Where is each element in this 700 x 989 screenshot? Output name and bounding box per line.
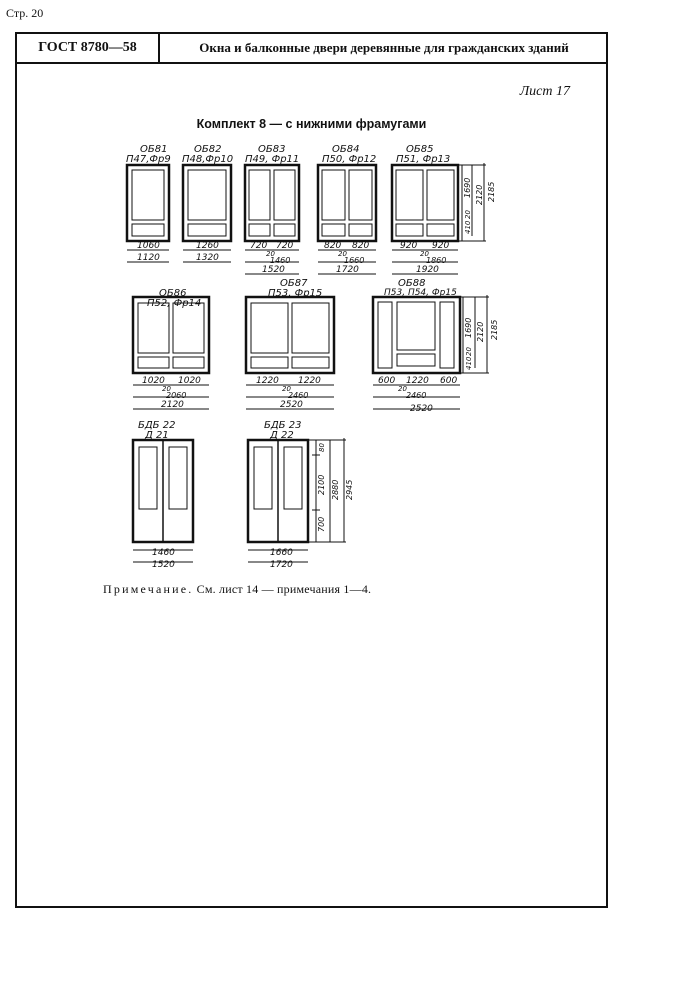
- note-text: См. лист 14 — примечания 1—4.: [196, 582, 372, 596]
- window-ob86: [133, 288, 209, 410]
- window-ob85: [392, 144, 496, 275]
- dim-total: 1720: [336, 265, 359, 275]
- dim-height: 410: [465, 356, 473, 370]
- item-mark: БДБ 22: [138, 420, 176, 431]
- transom: [138, 357, 169, 368]
- page-number: Стр. 20: [6, 6, 44, 20]
- dim-total: 2520: [410, 404, 433, 414]
- dim-inner: 820: [352, 241, 370, 251]
- door-bdb22: [133, 420, 193, 570]
- dim-height: 2100: [317, 474, 326, 495]
- sheet-number: Лист 17: [519, 84, 570, 99]
- dim-total: 1320: [196, 253, 219, 263]
- dim-height: 700: [317, 516, 326, 532]
- item-mark: ОБ83: [258, 144, 286, 155]
- window-frame: [245, 165, 299, 241]
- door-glass: [139, 447, 157, 509]
- dim-total: 1520: [152, 560, 175, 570]
- dim-inner: 920: [400, 241, 418, 251]
- dim-mid: 2460: [406, 391, 427, 400]
- transom: [427, 224, 454, 236]
- dim-mid: 1660: [344, 256, 365, 265]
- dim-height: 2120: [475, 184, 484, 205]
- standard-code: ГОСТ 8780—58: [17, 34, 160, 62]
- dim-gap: 20: [282, 385, 291, 393]
- transom: [188, 224, 226, 236]
- item-sub: Д 22: [270, 430, 294, 441]
- dim-inner: 920: [432, 241, 450, 251]
- item-mark: ОБ85: [406, 144, 434, 155]
- document-title: Окна и балконные двери деревянные для гражданских зданий: [199, 40, 569, 55]
- dim-inner: 820: [324, 241, 342, 251]
- item-mark: ОБ86: [159, 288, 187, 299]
- transom: [349, 224, 372, 236]
- dim-inner: 600: [378, 376, 396, 386]
- transom: [274, 224, 295, 236]
- window-pane: [138, 303, 169, 353]
- window-pane: [251, 303, 288, 353]
- window-frame: [246, 297, 334, 373]
- item-mark: ОБ84: [332, 144, 360, 155]
- window-ob88: [373, 278, 499, 414]
- item-mark: ОБ87: [280, 278, 308, 289]
- window-frame: [318, 165, 376, 241]
- window-pane: [427, 170, 454, 220]
- dim-inner: 1220: [298, 376, 321, 386]
- item-mark: БДБ 23: [264, 420, 302, 431]
- transom: [249, 224, 270, 236]
- transom: [322, 224, 345, 236]
- item-sub: П50, Фр12: [322, 154, 377, 165]
- item-sub: Д 21: [145, 430, 169, 441]
- dim-height: 2185: [490, 319, 499, 340]
- dim-gap: 20: [162, 385, 171, 393]
- dim-total: 2520: [280, 400, 303, 410]
- side-door-pane: [378, 302, 392, 368]
- dim-height: 2945: [345, 479, 354, 500]
- transom: [132, 224, 164, 236]
- item-sub: П47,Фр9: [126, 154, 171, 165]
- transom: [173, 357, 204, 368]
- window-ob87: [246, 278, 334, 410]
- dim-inner: 1460: [152, 548, 175, 558]
- dim-mid: 2460: [288, 391, 309, 400]
- window-pane: [274, 170, 295, 220]
- item-sub: П48,Фр10: [182, 154, 234, 165]
- window-ob84: [318, 144, 376, 275]
- window-pane: [397, 302, 435, 350]
- dim-inner: 1260: [196, 241, 219, 251]
- set-title: Комплект 8 — с нижними фрамугами: [196, 117, 427, 131]
- dim-height: 1690: [464, 317, 473, 338]
- dim-height: 20: [465, 347, 473, 356]
- window-pane: [396, 170, 423, 220]
- dim-gap: 20: [398, 385, 407, 393]
- item-sub: П53, П54, Фр15: [384, 288, 457, 298]
- window-pane: [322, 170, 345, 220]
- dim-total: 1720: [270, 560, 293, 570]
- dim-inner: 1060: [137, 241, 160, 251]
- dim-mid: 1460: [270, 256, 291, 265]
- window-pane: [292, 303, 329, 353]
- dim-inner: 1220: [256, 376, 279, 386]
- transom: [292, 357, 329, 368]
- transom: [396, 224, 423, 236]
- window-pane: [249, 170, 270, 220]
- dim-height: 2185: [487, 181, 496, 202]
- dim-height: 2120: [476, 321, 485, 342]
- window-pane: [349, 170, 372, 220]
- dim-inner: 1020: [178, 376, 201, 386]
- door-glass: [254, 447, 272, 509]
- dim-inner: 720: [250, 241, 268, 251]
- item-mark: ОБ88: [398, 278, 426, 289]
- window-pane: [188, 170, 226, 220]
- dim-mid: 2060: [166, 391, 187, 400]
- dim-inner: 720: [276, 241, 294, 251]
- door-glass: [169, 447, 187, 509]
- window-ob81: [126, 144, 171, 263]
- item-sub: П53, Фр15: [268, 288, 323, 299]
- item-sub: П52, Фр14: [147, 298, 202, 309]
- dim-total: 1520: [262, 265, 285, 275]
- dim-height: 20: [464, 210, 472, 219]
- door-bdb23: [248, 420, 354, 570]
- dim-inner: 1660: [270, 548, 293, 558]
- door-glass: [284, 447, 302, 509]
- item-sub: П49, Фр11: [245, 154, 300, 165]
- dim-inner: 1220: [406, 376, 429, 386]
- window-ob83: [245, 144, 299, 275]
- side-door-pane: [440, 302, 454, 368]
- dim-height: 1690: [463, 177, 472, 198]
- note-label: Примечание.: [103, 582, 194, 596]
- item-mark: ОБ82: [194, 144, 222, 155]
- dim-gap: 20: [420, 250, 429, 258]
- dim-inner: 600: [440, 376, 458, 386]
- window-frame: [127, 165, 169, 241]
- dim-height: 80: [318, 443, 326, 452]
- window-frame: [373, 297, 460, 373]
- dim-gap: 20: [338, 250, 347, 258]
- dim-inner: 1020: [142, 376, 165, 386]
- window-pane: [173, 303, 204, 353]
- dim-total: 1120: [137, 253, 160, 263]
- dim-height: 2880: [331, 479, 340, 500]
- dim-total: 2120: [161, 400, 184, 410]
- window-pane: [132, 170, 164, 220]
- dim-height: 410: [464, 220, 472, 234]
- dim-mid: 1860: [426, 256, 447, 265]
- transom: [251, 357, 288, 368]
- dim-gap: 20: [266, 250, 275, 258]
- window-ob82: [182, 144, 233, 263]
- item-mark: ОБ81: [140, 144, 168, 155]
- dim-total: 1920: [416, 265, 439, 275]
- transom: [397, 354, 435, 366]
- window-frame: [183, 165, 231, 241]
- item-sub: П51, Фр13: [396, 154, 451, 165]
- window-frame: [392, 165, 458, 241]
